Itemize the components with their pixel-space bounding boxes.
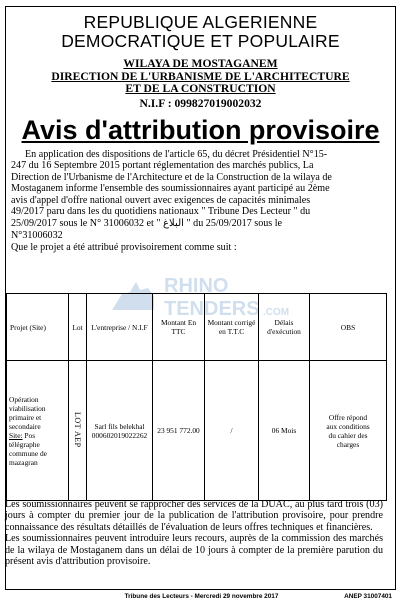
issuer-block xyxy=(6,58,395,96)
intro-paragraph xyxy=(11,149,387,242)
closing-paragraph-1: Les soumissionnaires peuvent se rapprocher des services de la DUAC, au plus tard trois (03) jours à compter du premier jour de la publication de l'attribution provisoire, pour prendre connaissance des résultats détaillés de l'évaluation de leurs offres techniques et financières. xyxy=(5,499,383,533)
cell-lot xyxy=(69,361,87,501)
obs-text: Offre répond xyxy=(328,412,368,422)
site-text: télégraphe xyxy=(9,439,40,449)
closing-paragraph-2: Les soumissionnaires peuvent introduire leurs recours, auprès de la commission des marchés de la wilaya de Mostaganem dans un délai de 10 jours à compter de la première parution du présent avis d'attribution provisoire. xyxy=(5,533,383,568)
intro-line: En application des dispositions de l'article 65, du décret Présidentiel N°15- xyxy=(25,148,328,160)
lot-value: LOT AEP xyxy=(73,411,82,448)
table-row xyxy=(7,361,387,501)
cell-delay: 06 Mois xyxy=(259,361,310,501)
cell-amount: 23 951 772.00 xyxy=(153,361,205,501)
header-corrected: Montant corrigé en T.T.C xyxy=(205,294,259,361)
site-text: viabilisation xyxy=(9,403,46,413)
attribution-table xyxy=(6,293,387,501)
enterprise-name: Sarl fils belekhal xyxy=(94,421,145,431)
table-header-row xyxy=(7,294,387,361)
intro-line: Direction de l'Urbanisme de l'Architecture et de la Construction de la wilaya de xyxy=(11,171,332,183)
cell-site xyxy=(7,361,69,501)
closing-paragraphs xyxy=(5,499,383,567)
intro-line: avis d'appel d'offre national ouvert avec exigences de capacités minimales xyxy=(11,194,311,206)
watermark-suffix: .COM xyxy=(263,307,290,318)
site-text: mazagran xyxy=(9,457,38,467)
issuer-nif: N.I.F : 099827019002032 xyxy=(139,96,262,110)
enterprise-nif: 000602019022262 xyxy=(91,430,148,440)
header-site: Projet (Site) xyxy=(7,294,69,361)
intro-line: 25/09/2017 sous le N° 31006032 et " البلاغ " du 25/09/2017 sous le xyxy=(11,218,283,230)
intro-line: N°31006032 xyxy=(11,229,63,241)
republic-line-1: REPUBLIQUE ALGERIENNE xyxy=(83,12,318,32)
direction-line-1: DIRECTION DE L'URBANISME DE L'ARCHITECTURE xyxy=(51,69,350,83)
header-delay: Délais d'exécution xyxy=(259,294,310,361)
site-text: secondaire xyxy=(9,421,41,431)
obs-text: du cahier des xyxy=(328,430,368,440)
header-obs: OBS xyxy=(310,294,387,361)
wilaya-name: WILAYA DE MOSTAGANEM xyxy=(123,57,278,70)
watermark-brand-1: RHINO xyxy=(164,275,229,297)
site-text xyxy=(9,431,66,440)
intro-line: Mostaganem informe l'ensemble des soumissionnaires ayant participé au 2ème xyxy=(11,183,330,195)
footer-anep: ANEP 31007401 xyxy=(344,593,392,600)
header-lot: Lot xyxy=(69,294,87,361)
obs-text: charges xyxy=(336,439,360,449)
site-text: primaire et xyxy=(9,412,42,422)
site-text: Opération xyxy=(9,394,39,404)
site-label: Site: xyxy=(9,430,23,440)
cell-corrected: / xyxy=(205,361,259,501)
republic-line-2: DEMOCRATIQUE ET POPULAIRE xyxy=(61,31,340,51)
intro-line: 49/2017 paru dans les du quotidiens nationaux " Tribune Des Lecteur " du xyxy=(11,206,311,218)
attribution-statement: Que le projet a été attribué provisoirement comme suit : xyxy=(11,242,237,254)
cell-enterprise xyxy=(87,361,153,501)
direction-line-2: ET DE LA CONSTRUCTION xyxy=(125,82,276,95)
intro-line: 247 du 16 Septembre 2015 portant réglementation des marchés publics, La xyxy=(11,160,314,172)
notice-title: Avis d'attribution provisoire xyxy=(21,114,380,145)
site-pos: Pos xyxy=(22,430,36,440)
watermark-brand-2: TENDERS xyxy=(164,298,260,320)
header-enterprise: L'entreprise / N.I.F xyxy=(87,294,153,361)
footer-publication: Tribune des Lecteurs - Mercredi 29 novembre 2017 xyxy=(124,593,279,600)
republic-heading xyxy=(6,13,395,51)
site-text: commune de xyxy=(9,448,47,458)
cell-obs xyxy=(310,361,387,501)
obs-text: aux conditions xyxy=(326,421,370,431)
header-amount: Montant En TTC xyxy=(153,294,205,361)
